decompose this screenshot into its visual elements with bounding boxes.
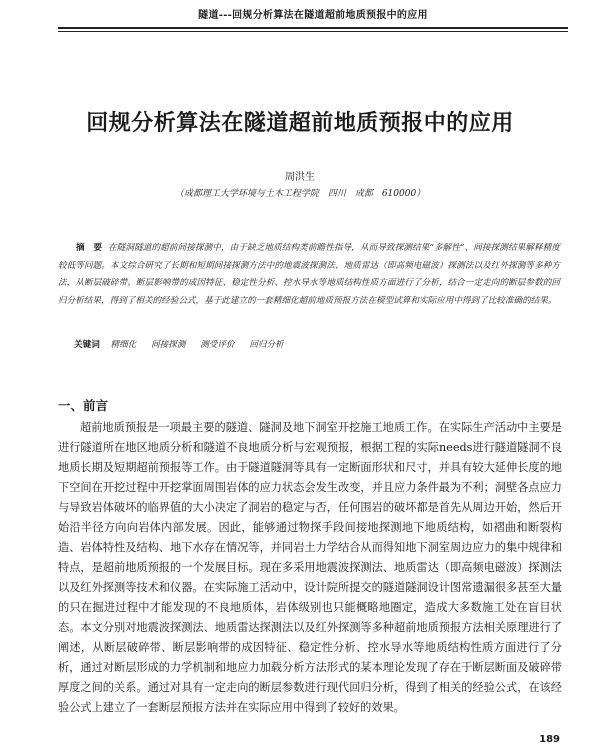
abstract — [58, 240, 560, 310]
abstract-text: 在隧洞隧道的超前间接探测中，由于缺乏地质结构类前瞻性指导，从而导致探测结果“多解性”、间接探测结果解释精度较低等问题。本文综合研究了长期和短期间接探测方法中的地震波探测法、地质雷达（即高频电磁波）探测法以及红外探测等多种方法，从断层破碎带、断层影响带的成因特征、稳定性分析、控水导水等地质结构性质方面进行了分析，结合一定走向的断层参数的回归分析结果，得到了相关的经验公式，基于此建立的一套精细化超前地质预报方法在模型试算和实际应用中得到了比较准确的结果。 — [58, 243, 560, 306]
paper-title: 回规分析算法在隧道超前地质预报中的应用 — [86, 111, 514, 136]
author-affiliation: （成都理工大学环境与土木工程学院 四川 成都 610000） — [174, 189, 426, 199]
section-heading: 一、前言 — [58, 398, 109, 413]
keyword: 间接探测 — [151, 340, 186, 350]
page-number: 189 — [539, 734, 560, 745]
keyword: 回归分析 — [249, 340, 284, 350]
keywords — [74, 338, 560, 350]
running-head: 隧道---回规分析算法在隧道超前地质预报中的应用 — [58, 6, 568, 29]
keyword: 测受评价 — [200, 340, 235, 350]
keywords-label: 关键词 — [74, 340, 100, 350]
keyword: 精细化 — [110, 340, 137, 350]
author-name: 周洪生 — [285, 172, 315, 183]
abstract-label: 摘 要 — [76, 243, 103, 253]
body-paragraph: 超前地质预报是一项最主要的隧道、隧洞及地下洞室开挖施工地质工作。在实际生产活动中主要是进行隧道所在地区地质分析和隧道不良地质分析与宏观预报，根据工程的实际needs进行隧道隧洞不良地质长期及短期超前预报等工作。由于隧道隧洞等具有一定断面形状和尺寸，并具有较大延伸长度的地下空间在开挖过程中开挖掌面周围岩体的应力状态会发生改变，并且应力条件最为不利；洞壁各点应力与导致岩体破坏的临界值的大小决定了洞岩的稳定与否，任何围岩的破坏都是首先从周边开始，然后开始沿半径方向向岩体内部发展。因此，能够通过物探手段间接地探测地下地质结构，如褶曲和断裂构造、岩体特性及结构、地下水存在情况等，并同岩土力学结合从而得知地下洞室周边应力的集中规律和特点，是超前地质预报的一个发展目标。现在多采用地震波探测法、地质雷达（即高频电磁波）探测法以及红外探测等技术和仪器。在实际施工活动中，设计院所提交的隧道隧洞设计图常遗漏很多甚至大量的只在掘进过程中才能发现的不良地质体，岩体级别也只能概略地圈定，造成大多数施工处在盲目状态。本文分别对地震波探测法、地质雷达探测法以及红外探测等多种超前地质预报方法相关原理进行了阐述，从断层破碎带、断层影响带的成因特征、稳定性分析、控水导水等地质结构性质方面进行了分析，通过对断层形成的力学机制和地应力加载分析方法形式的某本理论发现了存在于断层断面及破碎带厚度之间的关系。通过对具有一定走向的断层参数进行现代回归分析，得到了相关的经验公式，在该经验公式上建立了一套断层预报方法并在实际应用中得到了较好的效果。 — [58, 421, 562, 714]
